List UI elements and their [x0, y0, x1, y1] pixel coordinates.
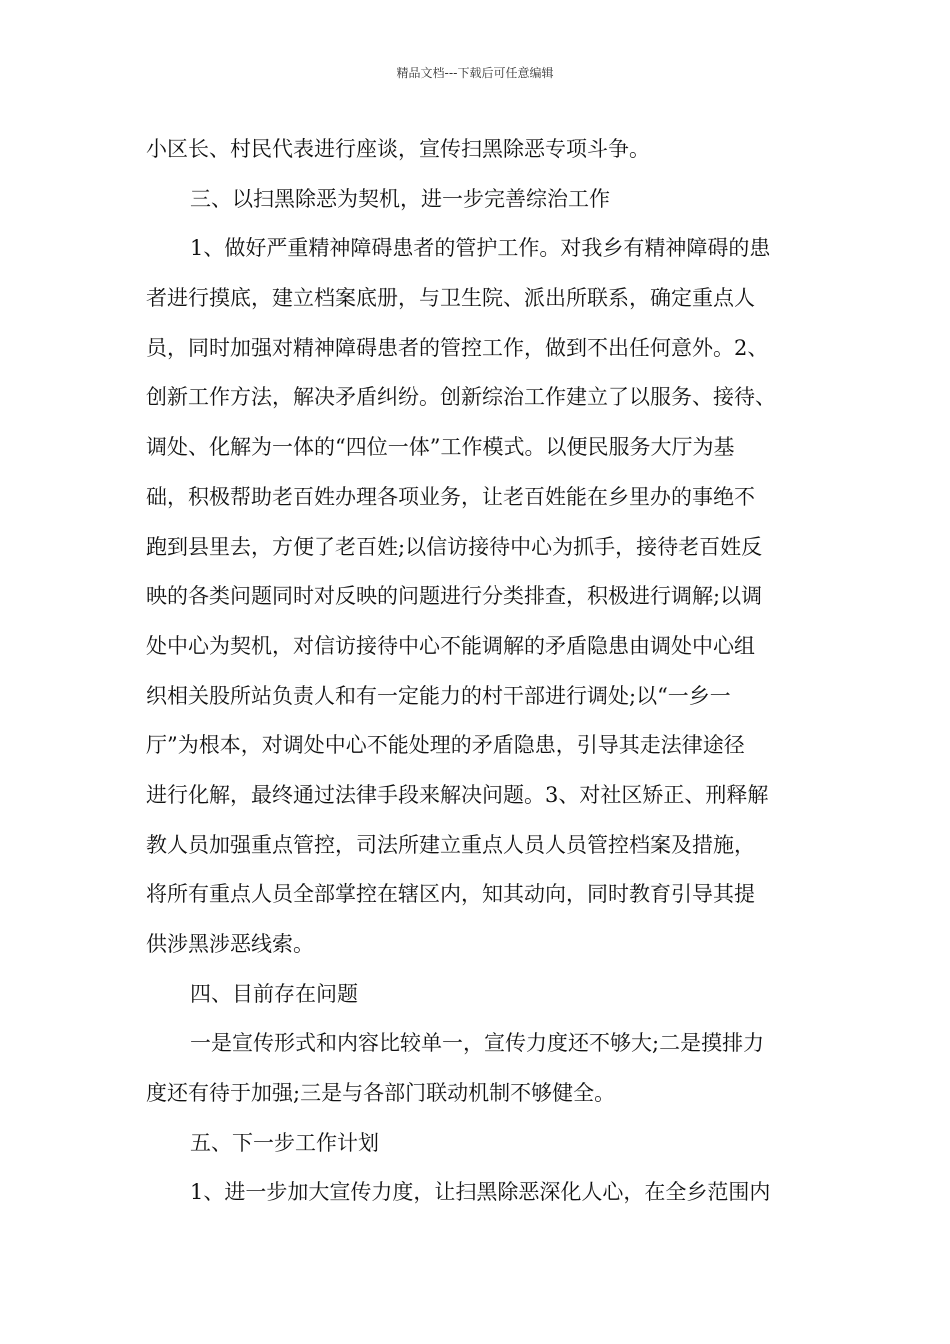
text-line: 映的各类问题同时对反映的问题进行分类排查，积极进行调解;以调: [146, 584, 763, 609]
text-line: 将所有重点人员全部掌控在辖区内，知其动向，同时教育引导其提: [146, 882, 755, 907]
text-line: 跑到县里去，方便了老百姓;以信访接待中心为抓手，接待老百姓反: [146, 534, 763, 559]
text-line: 处中心为契机，对信访接待中心不能调解的矛盾隐患由调处中心组: [146, 633, 755, 658]
page-header: 精品文档---下载后可任意编辑: [396, 66, 554, 80]
document-body: [146, 125, 818, 1218]
text-line: 教人员加强重点管控，司法所建立重点人员人员管控档案及措施，: [146, 832, 755, 857]
section-heading-3: 三、以扫黑除恶为契机，进一步完善综治工作: [190, 186, 610, 211]
text-line: 1、做好严重精神障碍患者的管护工作。对我乡有精神障碍的患: [190, 236, 771, 261]
text-line: 度还有待于加强;三是与各部门联动机制不够健全。: [146, 1081, 616, 1106]
text-line: 者进行摸底，建立档案底册，与卫生院、派出所联系，确定重点人: [146, 286, 755, 311]
text-line: 一是宣传形式和内容比较单一，宣传力度还不够大;二是摸排力: [190, 1031, 765, 1056]
text-line: 创新工作方法，解决矛盾纠纷。创新综治工作建立了以服务、接待、: [146, 385, 776, 410]
section-heading-5: 五、下一步工作计划: [190, 1130, 379, 1155]
text-line: 厅”为根本，对调处中心不能处理的矛盾隐患，引导其走法律途径: [146, 733, 745, 758]
text-line: 供涉黑涉恶线索。: [146, 932, 314, 956]
text-line: 1、进一步加大宣传力度，让扫黑除恶深化人心，在全乡范围内: [190, 1180, 771, 1205]
text-line: 织相关股所站负责人和有一定能力的村干部进行调处;以“一乡一: [146, 683, 731, 708]
text-line: 小区长、村民代表进行座谈，宣传扫黑除恶专项斗争。: [146, 137, 650, 161]
text-line: 员，同时加强对精神障碍患者的管控工作，做到不出任何意外。2、: [146, 335, 769, 360]
text-line: 调处、化解为一体的“四位一体”工作模式。以便民服务大厅为基: [146, 435, 735, 460]
section-heading-4: 四、目前存在问题: [190, 981, 358, 1006]
text-line: 础，积极帮助老百姓办理各项业务，让老百姓能在乡里办的事绝不: [146, 484, 755, 509]
text-line: 进行化解，最终通过法律手段来解决问题。3、对社区矫正、刑释解: [146, 782, 769, 807]
